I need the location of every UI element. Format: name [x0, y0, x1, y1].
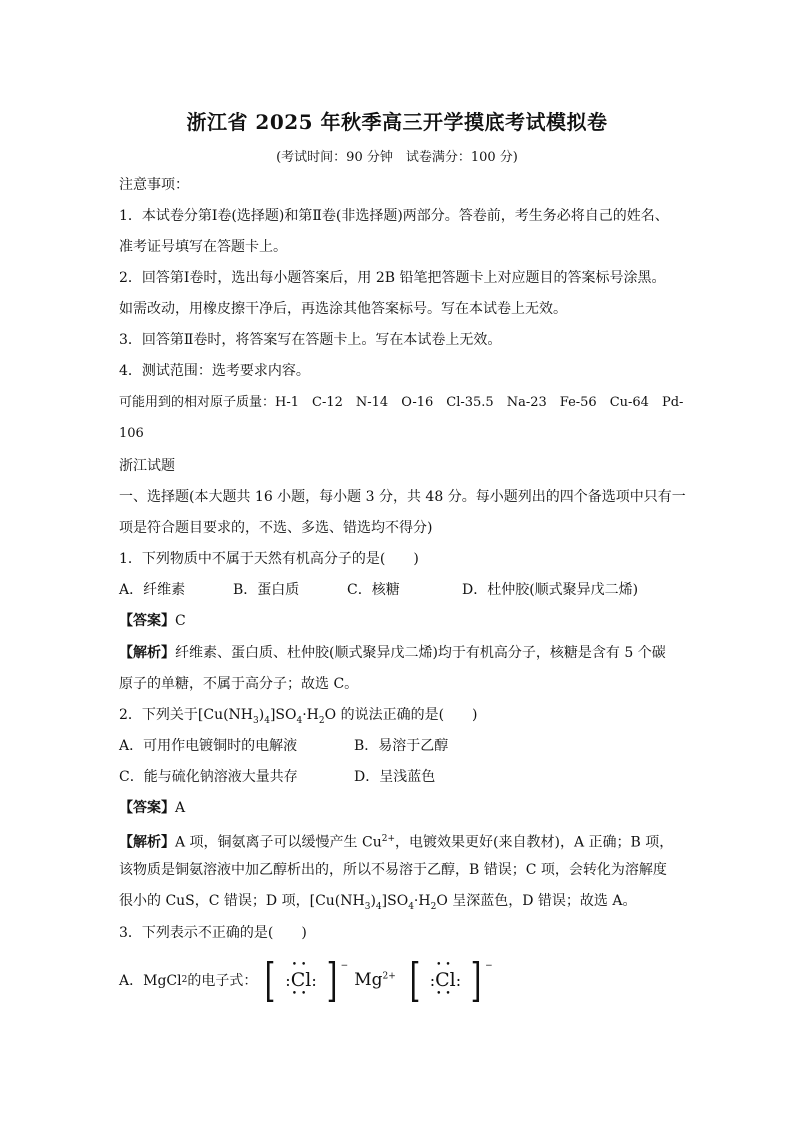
stem-text: O 的说法正确的是( )	[324, 707, 478, 723]
atomic-masses: 可能用到的相对原子质量：H-1 C-12 N-14 O-16 Cl-35.5 Na-23 Fe-56 Cu-64 Pd-	[119, 395, 684, 410]
chloride-ion-electron-dot	[406, 953, 493, 1007]
question-1-stem: 1．下列物质中不属于天然有机高分子的是( )	[119, 551, 419, 567]
question-2-stem	[119, 706, 478, 730]
electron-dots: ••	[291, 960, 311, 970]
chloride-ion-electron-dot	[261, 953, 349, 1007]
subscript: 4	[375, 901, 382, 912]
chlorine-symbol	[279, 960, 322, 999]
note-item-1: 1．本试卷分第Ⅰ卷(选择题)和第Ⅱ卷(非选择题)两部分。答卷前，考生务必将自己的姓名、	[119, 208, 669, 224]
section-label: 浙江试题	[119, 458, 175, 474]
answer-label: 【答案】	[119, 800, 175, 816]
electron-dots: ••	[291, 989, 311, 999]
right-bracket: ]	[326, 953, 338, 1007]
question-1-analysis	[119, 644, 666, 662]
answer-value: C	[175, 613, 186, 629]
question-2-analysis-cont: 该物质是铜氨溶液中加乙醇析出的，所以不易溶于乙醇，B 错误；C 项，会转化为溶解度	[119, 862, 667, 878]
subscript: 2	[430, 901, 437, 912]
left-bracket: [	[409, 953, 421, 1007]
question-2-answer	[119, 799, 185, 817]
analysis-text: ，电镀效果更好(来自教材)，A 正确；B 项，	[395, 834, 674, 851]
analysis-text: ]SO	[381, 893, 409, 909]
part-one-instructions-cont: 项是符合题目要求的，不选、多选、错选均不得分)	[119, 520, 433, 536]
question-1-option-c: C．核糖	[347, 582, 400, 598]
subscript: 4	[408, 901, 414, 912]
element-label: Cl	[435, 969, 456, 991]
electron-dots: :	[455, 971, 462, 990]
analysis-text: 纤维素、蛋白质、杜仲胶(顺式聚异戊二烯)均于有机高分子，核糖是含有 5 个碳	[175, 645, 666, 661]
electron-dots: ••	[436, 960, 455, 970]
subscript: 2	[181, 975, 188, 985]
note-item-3: 3．回答第Ⅱ卷时，将答案写在答题卡上。写在本试卷上无效。	[119, 332, 502, 348]
element-label: Mg	[354, 970, 383, 990]
note-item-4: 4．测试范围：选考要求内容。	[119, 363, 310, 379]
question-3-stem: 3．下列表示不正确的是( )	[119, 925, 307, 941]
stem-text: 2．下列关于[Cu(NH	[119, 707, 254, 723]
question-2-option-c: C．能与硫化钠溶液大量共存	[119, 769, 298, 785]
question-1-option-a: A．纤维素	[119, 582, 186, 598]
analysis-text: A 项，铜氨离子可以缓慢产生 Cu	[175, 834, 382, 851]
question-2-option-b: B．易溶于乙醇	[354, 738, 449, 754]
ion-charge: −	[340, 961, 349, 971]
option-text: 的电子式：	[187, 973, 258, 989]
stem-text: ]SO	[269, 707, 297, 723]
question-2-analysis	[119, 830, 673, 852]
stem-text: )	[258, 707, 265, 723]
right-bracket: ]	[470, 953, 482, 1007]
electron-dots: :	[285, 971, 291, 990]
question-2-option-d: D．呈浅蓝色	[354, 769, 436, 785]
answer-value: A	[175, 800, 186, 816]
electron-dots: :	[429, 971, 436, 990]
analysis-text: ·H	[413, 893, 431, 909]
note-item-2-cont: 如需改动，用橡皮擦干净后，再选涂其他答案标号。写在本试卷上无效。	[119, 301, 567, 317]
stem-text: ·H	[302, 707, 319, 723]
subscript: 3	[364, 901, 371, 912]
question-3-option-a	[119, 952, 493, 1008]
superscript: 2+	[381, 834, 396, 844]
ion-charge: −	[485, 961, 493, 971]
analysis-text: )	[370, 893, 376, 909]
notes-heading: 注意事项：	[119, 177, 189, 193]
subscript: 2	[318, 715, 325, 726]
question-1-answer	[119, 612, 186, 630]
electron-dots: :	[311, 971, 317, 990]
analysis-label: 【解析】	[119, 834, 175, 851]
ion-charge: 2+	[382, 971, 396, 982]
analysis-text: O 呈深蓝色，D 错误；故选 A。	[436, 893, 637, 909]
answer-label: 【答案】	[119, 613, 175, 629]
question-2-analysis-cont-2	[119, 892, 637, 916]
subscript: 4	[264, 715, 270, 726]
magnesium-ion	[354, 970, 396, 990]
note-item-1-cont: 准考证号填写在答题卡上。	[119, 239, 287, 255]
subscript: 3	[253, 715, 259, 726]
analysis-text: 很小的 CuS，C 错误；D 项，[Cu(NH	[119, 893, 365, 909]
element-label: Cl	[290, 969, 312, 991]
chlorine-symbol	[424, 960, 467, 999]
note-item-2: 2．回答第Ⅰ卷时，选出每小题答案后，用 2B 铅笔把答题卡上对应题目的答案标号涂黑。	[119, 270, 666, 286]
left-bracket: [	[264, 953, 276, 1007]
question-2-option-a: A．可用作电镀铜时的电解液	[119, 738, 298, 754]
atomic-masses-cont: 106	[119, 426, 144, 441]
page-title: 浙江省 2025 年秋季高三开学摸底考试模拟卷	[186, 110, 608, 134]
analysis-label: 【解析】	[119, 645, 175, 661]
part-one-instructions: 一、选择题(本大题共 16 小题，每小题 3 分，共 48 分。每小题列出的四个备选项中只有一	[119, 489, 686, 505]
electron-dots: ••	[436, 989, 455, 999]
question-1-option-d: D．杜仲胶(顺式聚异戊二烯)	[462, 582, 639, 598]
question-1-analysis-cont: 原子的单糖，不属于高分子；故选 C。	[119, 676, 359, 692]
exam-info: (考试时间：90 分钟 试卷满分：100 分)	[276, 150, 518, 165]
subscript: 4	[296, 715, 303, 726]
question-1-option-b: B．蛋白质	[233, 582, 300, 598]
option-text: A．MgCl	[119, 973, 182, 989]
